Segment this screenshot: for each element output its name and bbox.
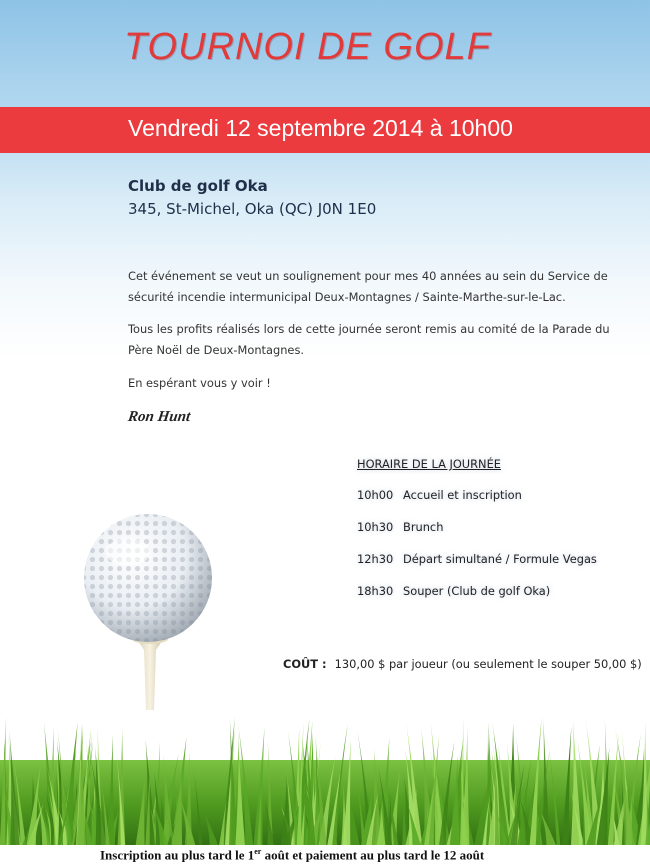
schedule-time: 10h00 <box>357 488 394 502</box>
date-banner <box>0 107 650 153</box>
schedule-title: HORAIRE DE LA JOURNÉE <box>357 457 501 471</box>
page-title: TOURNOI DE GOLF <box>124 26 491 68</box>
footer-text <box>100 847 484 863</box>
schedule-label: Départ simultané / Formule Vegas <box>403 552 597 566</box>
schedule-label: Souper (Club de golf Oka) <box>403 584 551 598</box>
schedule-item <box>357 584 550 598</box>
schedule-item <box>357 552 597 566</box>
intro-paragraph: Cet événement se veut un soulignement pour mes 40 années au sein du Service de sécurité incendie intermunicipal Deux-Montagnes / Sainte-Marthe-sur-le-Lac. <box>128 269 608 304</box>
closing-paragraph: En espérant vous y voir ! <box>128 376 271 390</box>
footer-part2: août et paiement au plus tard le 12 août <box>261 847 485 863</box>
schedule-item <box>357 520 443 534</box>
venue-address: 345, St-Michel, Oka (QC) J0N 1E0 <box>128 200 377 218</box>
schedule-label: Brunch <box>403 520 444 534</box>
schedule-label: Accueil et inscription <box>403 488 522 502</box>
grass-illustration <box>0 700 650 850</box>
schedule-item <box>357 488 522 502</box>
schedule-time: 12h30 <box>357 552 394 566</box>
cost-value: 130,00 $ par joueur (ou seulement le souper 50,00 $) <box>334 657 642 671</box>
footer-part1: Inscription au plus tard le 1 <box>100 847 255 863</box>
signature: Ron Hunt <box>126 409 192 425</box>
schedule-time: 10h30 <box>357 520 394 534</box>
venue-name: Club de golf Oka <box>128 177 268 195</box>
schedule-time: 18h30 <box>357 584 394 598</box>
cost-line <box>283 657 642 671</box>
profits-paragraph: Tous les profits réalisés lors de cette journée seront remis au comité de la Parade du Père Noël de Deux-Montagnes. <box>128 322 610 357</box>
date-banner-text: Vendredi 12 septembre 2014 à 10h00 <box>128 115 513 141</box>
cost-label: COÛT : <box>283 657 327 671</box>
footer-sup: er <box>254 847 262 856</box>
footer <box>0 845 650 864</box>
